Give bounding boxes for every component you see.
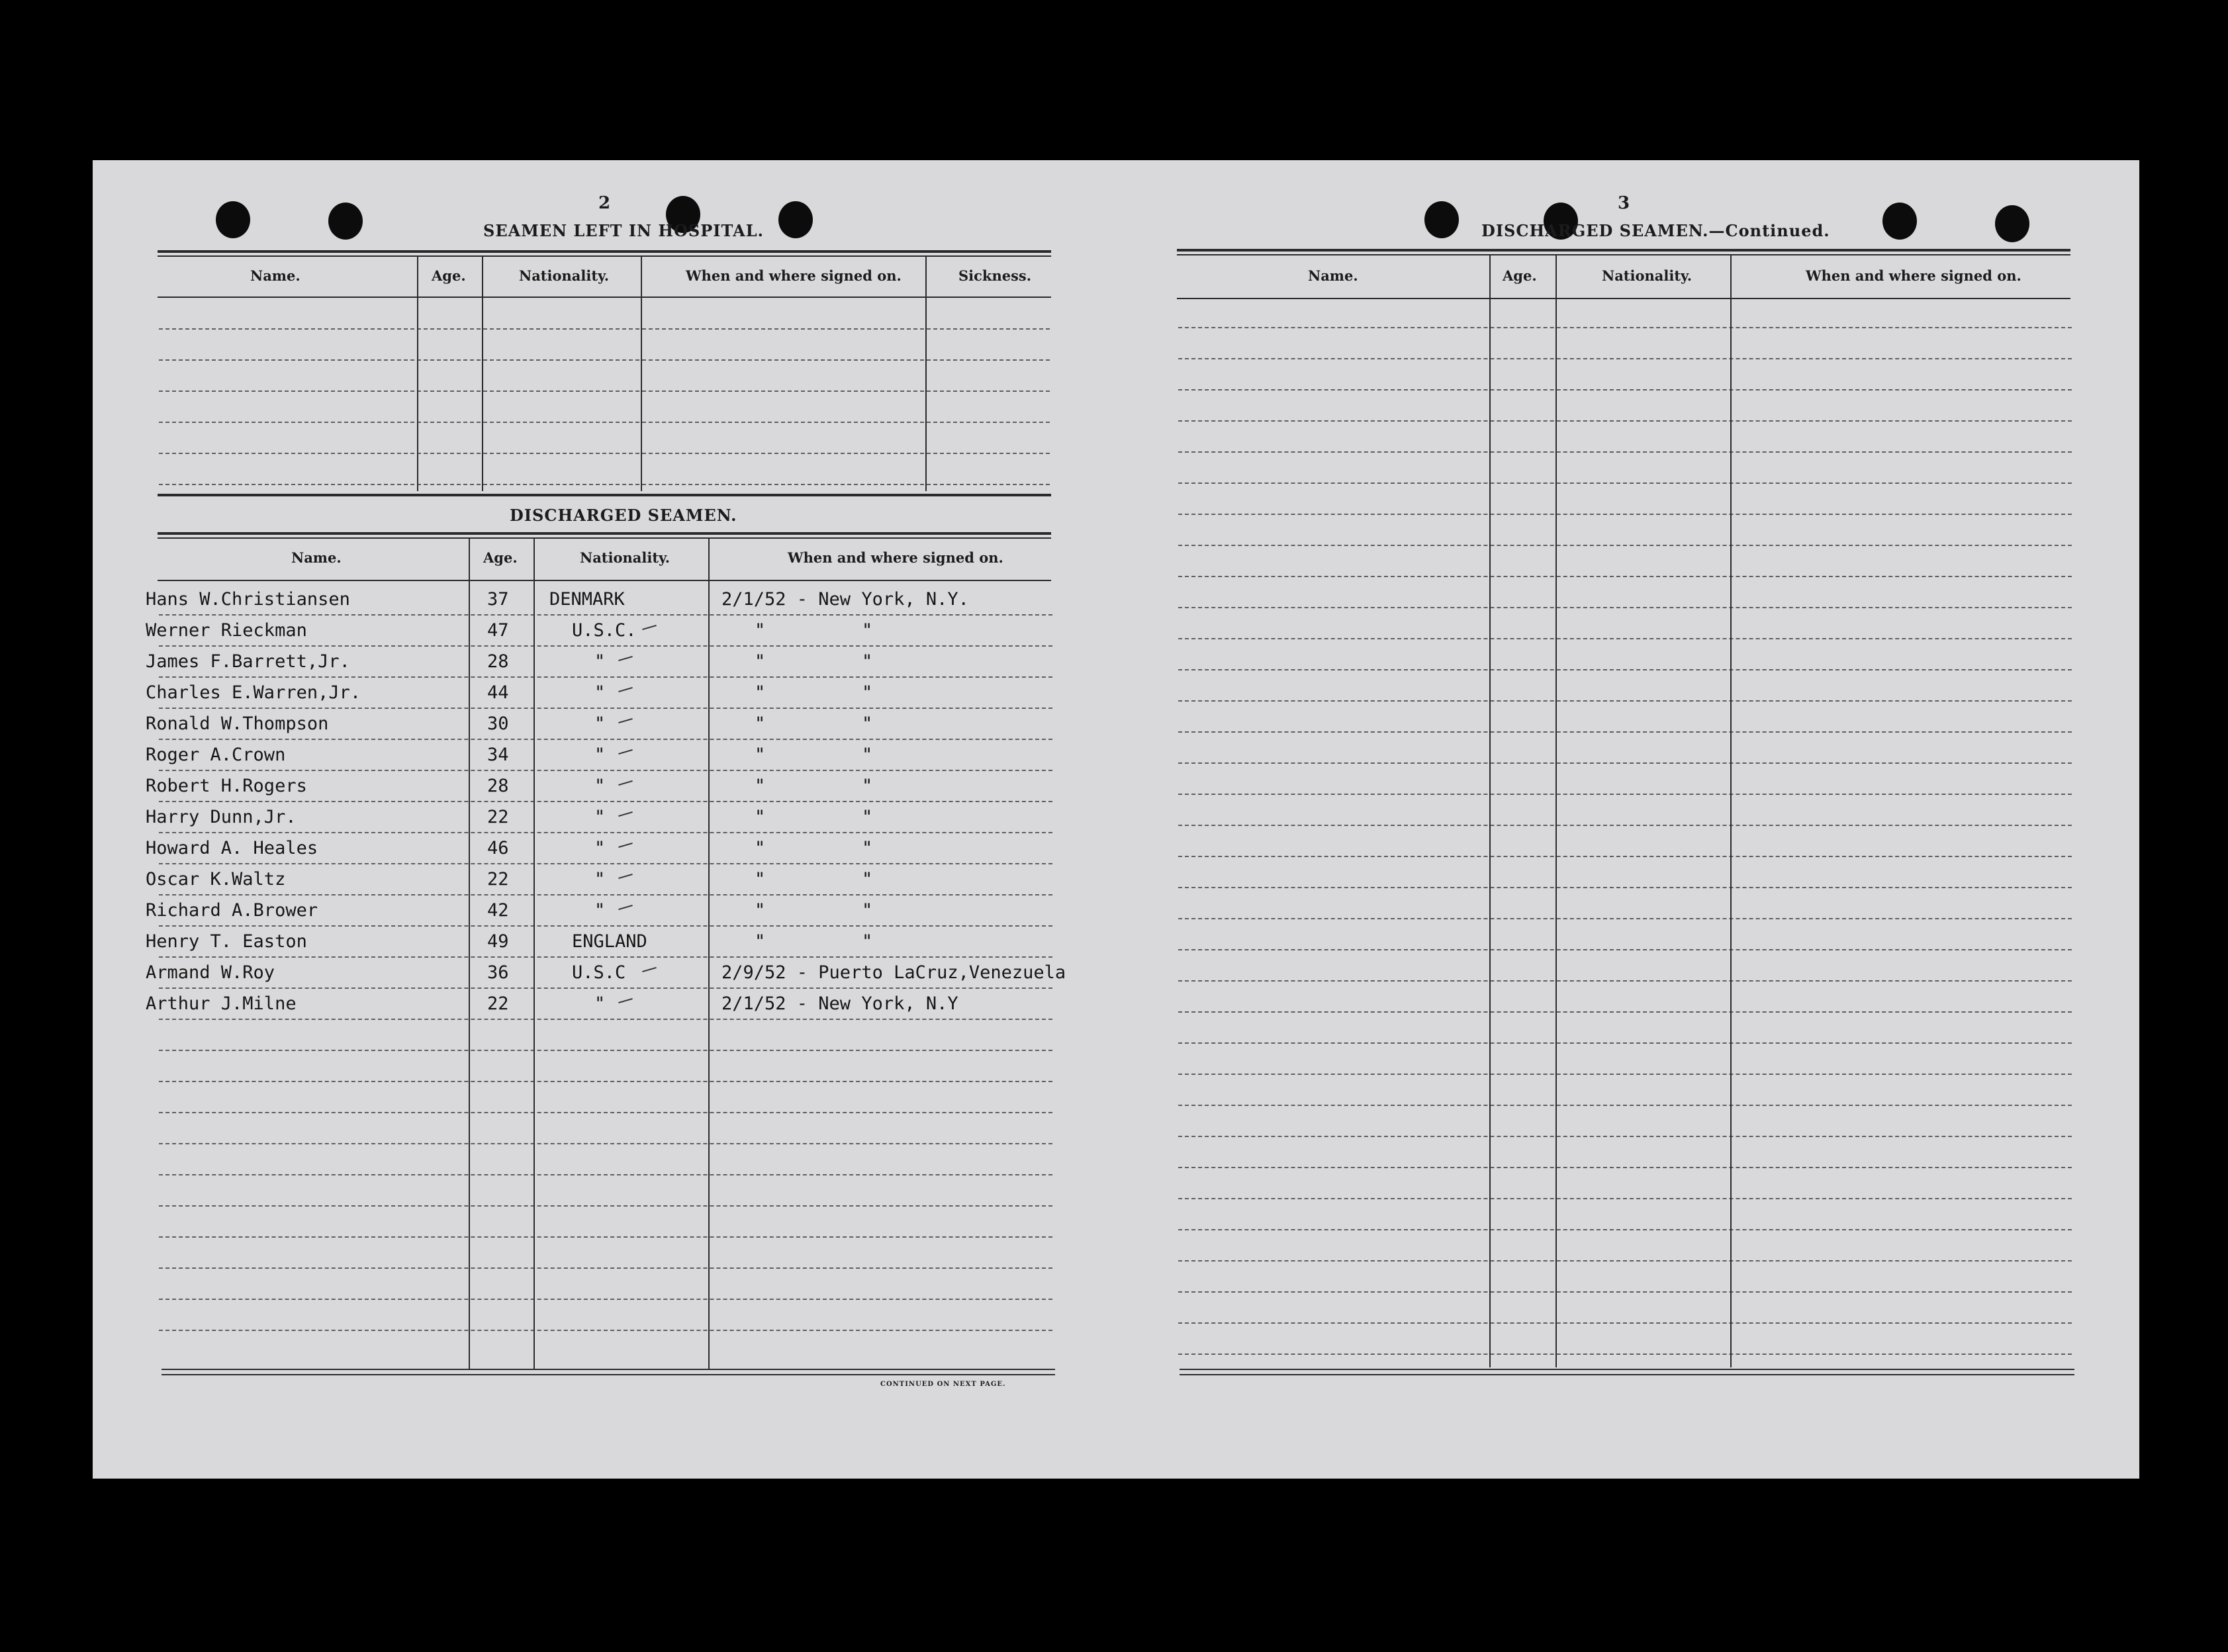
ruled-line — [1178, 980, 2072, 982]
seaman-nationality: ENGLAND — [572, 931, 647, 952]
ruled-line — [1178, 1136, 2072, 1137]
seaman-name: Arthur J.Milne — [146, 993, 297, 1014]
ruled-line — [1178, 1198, 2072, 1199]
seaman-signed-on-place: " — [862, 900, 873, 921]
seaman-nationality: " — [594, 651, 606, 672]
ruled-line — [159, 1050, 1052, 1051]
ruled-line — [159, 328, 1050, 330]
ruled-line — [159, 863, 1052, 864]
hospital-header-nationality: Nationality. — [519, 267, 610, 284]
seaman-signed-on-place: " — [862, 651, 873, 672]
ruled-line — [1178, 856, 2072, 857]
seaman-signed-on-date: " — [755, 620, 766, 641]
discharged-col-divider — [534, 539, 535, 1370]
seaman-age: 36 — [487, 962, 509, 983]
seaman-signed-on-place: " — [862, 931, 873, 952]
seaman-signed-on-place: " — [862, 713, 873, 734]
seaman-signed-on-date: " — [755, 869, 766, 890]
seaman-age: 42 — [487, 900, 509, 921]
right-header-signed-on: When and where signed on. — [1806, 267, 2021, 284]
seaman-signed-on-date: " — [755, 713, 766, 734]
ruled-line — [1178, 358, 2072, 359]
ruled-line — [159, 708, 1052, 709]
seaman-nationality: " — [594, 776, 606, 796]
right-col-divider — [1489, 255, 1491, 1367]
seaman-signed-on-place: " — [862, 776, 873, 796]
discharged-header-signed-on: When and where signed on. — [788, 549, 1003, 566]
ruled-line — [1178, 1105, 2072, 1106]
ruled-line — [1178, 545, 2072, 546]
discharged-header-age: Age. — [483, 549, 518, 566]
ruled-line — [1178, 1260, 2072, 1262]
seaman-signed-on-place: " — [862, 869, 873, 890]
ruled-line — [1178, 451, 2072, 453]
hospital-col-divider — [925, 257, 927, 491]
ruled-line — [1178, 762, 2072, 764]
seaman-name: Werner Rieckman — [146, 620, 307, 641]
ruled-line — [159, 676, 1052, 678]
seaman-name: Oscar K.Waltz — [146, 869, 286, 890]
right-col-divider — [1730, 255, 1732, 1367]
ruled-line — [1178, 669, 2072, 670]
right-header-age: Age. — [1503, 267, 1537, 284]
punch-hole — [328, 203, 363, 240]
seaman-nationality: " — [594, 869, 606, 890]
seaman-nationality: DENMARK — [549, 589, 625, 610]
right-top-rule-2 — [1177, 254, 2070, 255]
ruled-line — [159, 894, 1052, 895]
seaman-age: 46 — [487, 838, 509, 858]
seaman-age: 30 — [487, 713, 509, 734]
seaman-signed-on-place: " — [862, 682, 873, 703]
right-col-divider — [1555, 255, 1557, 1367]
ruled-line — [159, 484, 1050, 485]
right-header-name: Name. — [1308, 267, 1358, 284]
ruled-line — [1178, 1042, 2072, 1044]
seaman-name: Ronald W.Thompson — [146, 713, 329, 734]
seaman-signed-on-place: " — [862, 838, 873, 858]
ruled-line — [1178, 1167, 2072, 1168]
seaman-age: 22 — [487, 807, 509, 827]
seaman-nationality: " — [594, 807, 606, 827]
seaman-age: 22 — [487, 869, 509, 890]
hospital-header-name: Name. — [250, 267, 301, 284]
ruled-line — [159, 1236, 1052, 1238]
seaman-age: 22 — [487, 993, 509, 1014]
ruled-line — [159, 390, 1050, 392]
discharged-header-name: Name. — [291, 549, 342, 566]
seaman-name: Charles E.Warren,Jr. — [146, 682, 361, 703]
ruled-line — [1178, 482, 2072, 484]
discharged-bottom-rule-2 — [162, 1374, 1055, 1375]
left-page-number: 2 — [598, 193, 611, 213]
seaman-signed-on: 2/9/52 - Puerto LaCruz,Venezuela — [721, 962, 1066, 983]
seaman-signed-on-place: " — [862, 807, 873, 827]
discharged-col-divider — [708, 539, 710, 1370]
seaman-nationality: " — [594, 682, 606, 703]
discharged-bottom-rule — [162, 1369, 1055, 1370]
ruled-line — [1178, 420, 2072, 422]
ruled-line — [159, 359, 1050, 361]
seaman-name: Armand W.Roy — [146, 962, 275, 983]
seaman-nationality: " — [594, 838, 606, 858]
ruled-line — [159, 645, 1052, 647]
hospital-bottom-rule — [158, 494, 1051, 496]
seaman-nationality: " — [594, 993, 606, 1014]
seaman-name: Richard A.Brower — [146, 900, 318, 921]
seaman-age: 37 — [487, 589, 509, 610]
ruled-line — [159, 422, 1050, 423]
right-header-rule — [1177, 298, 2070, 299]
seaman-signed-on-date: " — [755, 838, 766, 858]
seaman-signed-on-date: " — [755, 776, 766, 796]
punch-hole — [1882, 203, 1917, 240]
seaman-age: 28 — [487, 651, 509, 672]
ruled-line — [159, 1081, 1052, 1082]
seaman-signed-on: 2/1/52 - New York, N.Y. — [721, 589, 969, 610]
punch-hole — [216, 201, 250, 238]
right-top-rule — [1177, 249, 2070, 252]
hospital-col-divider — [641, 257, 642, 491]
seaman-signed-on-date: " — [755, 745, 766, 765]
punch-hole — [778, 201, 813, 238]
ruled-line — [1178, 1322, 2072, 1324]
ruled-line — [159, 925, 1052, 927]
ruled-line — [1178, 327, 2072, 328]
ruled-line — [159, 1019, 1052, 1020]
seaman-name: Henry T. Easton — [146, 931, 307, 952]
ruled-line — [1178, 887, 2072, 888]
seaman-signed-on-place: " — [862, 745, 873, 765]
ruled-line — [1178, 794, 2072, 795]
ruled-line — [1178, 918, 2072, 919]
seaman-age: 34 — [487, 745, 509, 765]
ruled-line — [159, 1174, 1052, 1175]
seaman-name: Robert H.Rogers — [146, 776, 307, 796]
seaman-nationality: U.S.C — [572, 962, 626, 983]
ruled-line — [1178, 1291, 2072, 1293]
ruled-line — [1178, 576, 2072, 577]
ruled-line — [1178, 1011, 2072, 1013]
ruled-line — [159, 770, 1052, 771]
seaman-signed-on-date: " — [755, 931, 766, 952]
hospital-top-rule — [158, 250, 1051, 253]
continued-note: CONTINUED ON NEXT PAGE. — [880, 1381, 1006, 1388]
seaman-age: 44 — [487, 682, 509, 703]
right-bottom-rule-2 — [1180, 1374, 2074, 1375]
seaman-name: James F.Barrett,Jr. — [146, 651, 350, 672]
seaman-nationality: " — [594, 900, 606, 921]
ruled-line — [159, 1267, 1052, 1269]
punch-hole — [1995, 205, 2029, 242]
ruled-line — [159, 987, 1052, 989]
right-header-nationality: Nationality. — [1602, 267, 1693, 284]
ruled-line — [159, 453, 1050, 454]
hospital-top-rule-2 — [158, 255, 1051, 257]
ruled-line — [1178, 1229, 2072, 1230]
right-bottom-rule — [1180, 1369, 2074, 1370]
ruled-line — [1178, 389, 2072, 390]
ruled-line — [159, 1299, 1052, 1300]
discharged-section-title: DISCHARGED SEAMEN. — [510, 506, 737, 525]
hospital-header-age: Age. — [432, 267, 466, 284]
discharged-col-divider — [469, 539, 470, 1370]
ruled-line — [1178, 731, 2072, 733]
ruled-line — [1178, 1074, 2072, 1075]
seaman-name: Roger A.Crown — [146, 745, 286, 765]
discharged-header-rule — [158, 580, 1051, 581]
ruled-line — [159, 614, 1052, 616]
ruled-line — [1178, 638, 2072, 639]
ruled-line — [159, 801, 1052, 802]
right-page-number: 3 — [1618, 193, 1630, 213]
seaman-age: 47 — [487, 620, 509, 641]
seaman-nationality: " — [594, 713, 606, 734]
seaman-name: Hans W.Christiansen — [146, 589, 350, 610]
seaman-signed-on: 2/1/52 - New York, N.Y — [721, 993, 958, 1014]
ruled-line — [159, 1112, 1052, 1113]
discharged-header-nationality: Nationality. — [580, 549, 671, 566]
ruled-line — [159, 739, 1052, 740]
seaman-signed-on-date: " — [755, 807, 766, 827]
punch-hole — [1424, 201, 1459, 238]
right-page-title: DISCHARGED SEAMEN.—Continued. — [1481, 221, 1830, 240]
hospital-section-title: SEAMEN LEFT IN HOSPITAL. — [483, 221, 764, 240]
seaman-signed-on-date: " — [755, 682, 766, 703]
ruled-line — [1178, 607, 2072, 608]
ruled-line — [159, 956, 1052, 958]
hospital-header-rule — [158, 297, 1051, 298]
hospital-header-signed-on: When and where signed on. — [686, 267, 902, 284]
discharged-top-rule-2 — [158, 537, 1051, 539]
ruled-line — [159, 1143, 1052, 1144]
seaman-age: 28 — [487, 776, 509, 796]
seaman-name: Howard A. Heales — [146, 838, 318, 858]
ruled-line — [1178, 700, 2072, 702]
discharged-top-rule — [158, 532, 1051, 535]
ruled-line — [159, 1330, 1052, 1331]
ruled-line — [1178, 825, 2072, 826]
seaman-signed-on-date: " — [755, 651, 766, 672]
seaman-signed-on-date: " — [755, 900, 766, 921]
ruled-line — [159, 832, 1052, 833]
ruled-line — [1178, 949, 2072, 950]
seaman-nationality: " — [594, 745, 606, 765]
seaman-nationality: U.S.C. — [572, 620, 637, 641]
hospital-col-divider — [417, 257, 418, 491]
seaman-age: 49 — [487, 931, 509, 952]
hospital-header-sickness: Sickness. — [958, 267, 1032, 284]
seaman-name: Harry Dunn,Jr. — [146, 807, 297, 827]
ruled-line — [1178, 1354, 2072, 1355]
hospital-col-divider — [482, 257, 483, 491]
ruled-line — [1178, 514, 2072, 515]
ruled-line — [159, 1205, 1052, 1207]
seaman-signed-on-place: " — [862, 620, 873, 641]
